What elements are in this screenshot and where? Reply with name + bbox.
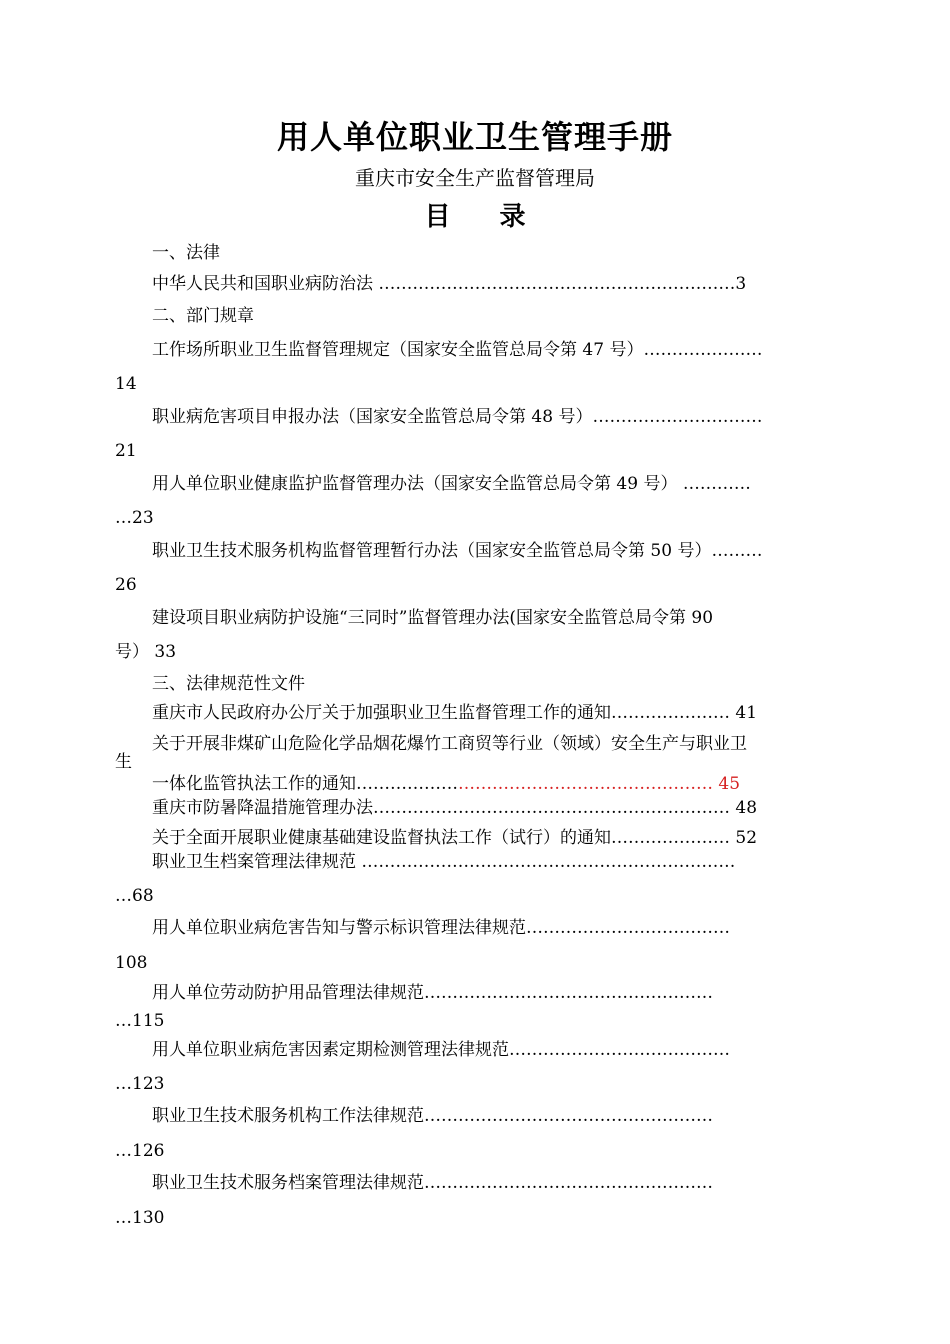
toc-entry-page: …68	[115, 886, 154, 906]
toc-entry[interactable]: 用人单位职业健康监护监督管理办法（国家安全监管总局令第 49 号） …………	[152, 474, 751, 494]
toc-entry[interactable]: 用人单位职业病危害因素定期检测管理法律规范…………………………………	[152, 1040, 730, 1060]
document-title: 用人单位职业卫生管理手册	[276, 118, 673, 156]
toc-entry[interactable]: 职业病危害项目申报办法（国家安全监管总局令第 48 号）…………………………	[152, 407, 763, 427]
toc-entry[interactable]: 重庆市防暑降温措施管理办法……………………………………………………… 48	[152, 798, 758, 818]
toc-entry-page: 21	[115, 441, 137, 461]
toc-entry[interactable]: 工作场所职业卫生监督管理规定（国家安全监管总局令第 47 号）…………………	[152, 340, 763, 360]
toc-entry[interactable]: 职业卫生档案管理法律规范 …………………………………………………………	[152, 852, 736, 872]
toc-entry-page: 26	[115, 575, 137, 595]
toc-entry[interactable]: 重庆市人民政府办公厅关于加强职业卫生监督管理工作的通知………………… 41	[152, 703, 758, 723]
toc-entry-page: …115	[115, 1011, 165, 1031]
toc-heading: 目 录	[424, 202, 546, 232]
toc-entry[interactable]: 用人单位劳动防护用品管理法律规范……………………………………………	[152, 983, 713, 1003]
toc-entry-continuation: 生	[115, 752, 132, 772]
toc-entry-page: 14	[115, 374, 137, 394]
toc-entry[interactable]: 用人单位职业病危害告知与警示标识管理法律规范………………………………	[152, 918, 730, 938]
toc-entry-page: …130	[115, 1208, 165, 1228]
toc-entry-page: 108	[115, 953, 148, 973]
toc-entry[interactable]: 关于开展非煤矿山危险化学品烟花爆竹工商贸等行业（领域）安全生产与职业卫	[152, 734, 747, 754]
section-law: 一、法律	[152, 243, 220, 263]
toc-entry[interactable]: 职业卫生技术服务机构监督管理暂行办法（国家安全监管总局令第 50 号）………	[152, 541, 763, 561]
document-subtitle: 重庆市安全生产监督管理局	[355, 166, 595, 190]
toc-entry-page: 号） 33	[115, 642, 177, 662]
toc-entry[interactable]: 职业卫生技术服务机构工作法律规范……………………………………………	[152, 1106, 713, 1126]
toc-entry-page: …23	[115, 508, 154, 528]
toc-entry[interactable]: 中华人民共和国职业病防治法 ………………………………………………………3	[152, 274, 747, 294]
toc-entry-page-highlight: 45	[718, 774, 741, 794]
section-normative-docs: 三、法律规范性文件	[152, 674, 305, 694]
toc-entry-dots-highlight: ………………………………………	[458, 774, 713, 794]
section-regulations: 二、部门规章	[152, 306, 254, 326]
toc-entry[interactable]: 关于全面开展职业健康基础建设监督执法工作（试行）的通知………………… 52	[152, 828, 758, 848]
toc-entry-page: …123	[115, 1074, 165, 1094]
toc-entry[interactable]	[152, 774, 740, 794]
toc-entry[interactable]: 建设项目职业病防护设施“三同时”监督管理办法(国家安全监管总局令第 90	[152, 608, 714, 628]
toc-entry-text: 一体化监管执法工作的通知………………	[152, 774, 458, 794]
toc-entry[interactable]: 职业卫生技术服务档案管理法律规范……………………………………………	[152, 1173, 713, 1193]
toc-entry-page: …126	[115, 1141, 165, 1161]
